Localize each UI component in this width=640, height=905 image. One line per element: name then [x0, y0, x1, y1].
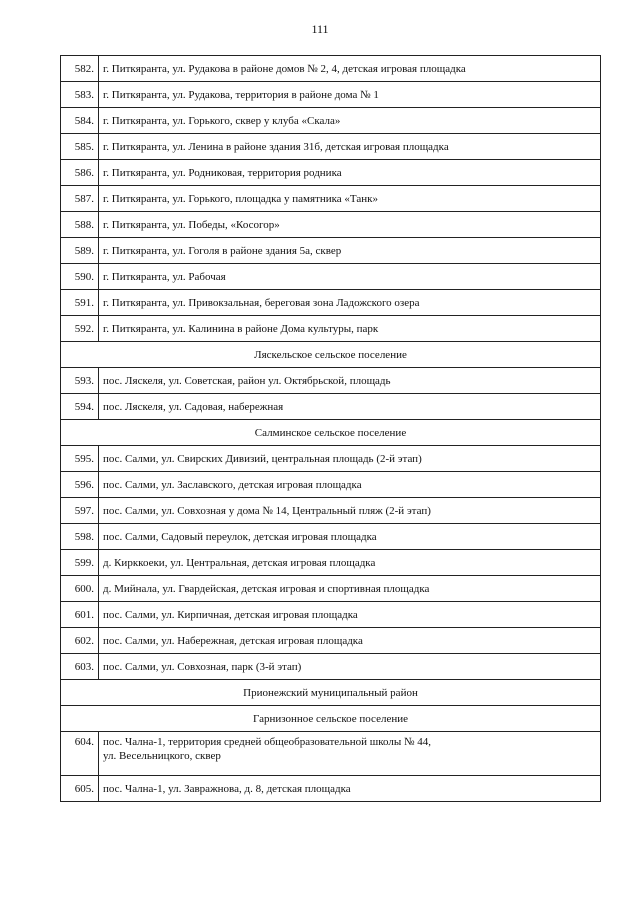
row-address: пос. Салми, ул. Совхозная, парк (3-й этап): [99, 654, 601, 680]
row-number: 597.: [61, 498, 99, 524]
row-address: пос. Чална-1, ул. Завражнова, д. 8, детская площадка: [99, 776, 601, 802]
table-row: [61, 628, 601, 654]
section-header-row: [61, 706, 601, 732]
table-row: [61, 160, 601, 186]
row-number: 604.: [61, 732, 99, 776]
table-row: [61, 602, 601, 628]
table-row: [61, 472, 601, 498]
row-number: 584.: [61, 108, 99, 134]
row-number: 605.: [61, 776, 99, 802]
row-address: г. Питкяранта, ул. Горького, площадка у памятника «Танк»: [99, 186, 601, 212]
table-row: [61, 576, 601, 602]
row-number: 591.: [61, 290, 99, 316]
row-address: г. Питкяранта, ул. Рудакова в районе домов № 2, 4, детская игровая площадка: [99, 56, 601, 82]
table-row: [61, 654, 601, 680]
table-row: [61, 776, 601, 802]
section-header-row: [61, 680, 601, 706]
table-row: [61, 368, 601, 394]
row-address-line-2: ул. Весельницкого, сквер: [103, 750, 221, 762]
row-number: 602.: [61, 628, 99, 654]
row-address: г. Питкяранта, ул. Калинина в районе Дома культуры, парк: [99, 316, 601, 342]
row-number: 586.: [61, 160, 99, 186]
table-row: [61, 732, 601, 776]
page-number: 111: [311, 22, 329, 36]
row-address: пос. Салми, Садовый переулок, детская игровая площадка: [99, 524, 601, 550]
table-row: [61, 82, 601, 108]
row-number: 593.: [61, 368, 99, 394]
table-row: [61, 524, 601, 550]
row-number: 590.: [61, 264, 99, 290]
table-row: [61, 238, 601, 264]
row-address: пос. Салми, ул. Набережная, детская игровая площадка: [99, 628, 601, 654]
row-address: пос. Салми, ул. Кирпичная, детская игровая площадка: [99, 602, 601, 628]
row-number: 600.: [61, 576, 99, 602]
row-address-line-1: пос. Чална-1, территория средней общеобразовательной школы № 44,: [103, 736, 431, 748]
row-number: 594.: [61, 394, 99, 420]
section-title: Ляскельское сельское поселение: [61, 342, 601, 368]
table-row: [61, 550, 601, 576]
row-address: г. Питкяранта, ул. Родниковая, территория родника: [99, 160, 601, 186]
table-row: [61, 264, 601, 290]
table-row: [61, 446, 601, 472]
table-row: [61, 316, 601, 342]
row-address: д. Кирккоеки, ул. Центральная, детская игровая площадка: [99, 550, 601, 576]
table-row: [61, 212, 601, 238]
row-address: пос. Салми, ул. Совхозная у дома № 14, Центральный пляж (2-й этап): [99, 498, 601, 524]
row-address: г. Питкяранта, ул. Рабочая: [99, 264, 601, 290]
row-number: 585.: [61, 134, 99, 160]
row-address: [99, 732, 601, 776]
table-row: [61, 56, 601, 82]
row-address: д. Мийнала, ул. Гвардейская, детская игровая и спортивная площадка: [99, 576, 601, 602]
row-address: пос. Салми, ул. Свирских Дивизий, центральная площадь (2-й этап): [99, 446, 601, 472]
table-row: [61, 290, 601, 316]
row-address: пос. Ляскеля, ул. Советская, район ул. Октябрьской, площадь: [99, 368, 601, 394]
row-address: пос. Салми, ул. Заславского, детская игровая площадка: [99, 472, 601, 498]
registry-table: [60, 55, 601, 802]
table-row: [61, 134, 601, 160]
row-number: 603.: [61, 654, 99, 680]
row-number: 596.: [61, 472, 99, 498]
row-address: г. Питкяранта, ул. Ленина в районе здания 31б, детская игровая площадка: [99, 134, 601, 160]
row-number: 592.: [61, 316, 99, 342]
section-title: Гарнизонное сельское поселение: [61, 706, 601, 732]
table-row: [61, 108, 601, 134]
row-number: 582.: [61, 56, 99, 82]
row-address: г. Питкяранта, ул. Рудакова, территория в районе дома № 1: [99, 82, 601, 108]
table-row: [61, 498, 601, 524]
row-address: г. Питкяранта, ул. Привокзальная, береговая зона Ладожского озера: [99, 290, 601, 316]
row-number: 587.: [61, 186, 99, 212]
section-title: Салминское сельское поселение: [61, 420, 601, 446]
row-address: г. Питкяранта, ул. Победы, «Косогор»: [99, 212, 601, 238]
row-number: 583.: [61, 82, 99, 108]
section-title: Прионежский муниципальный район: [61, 680, 601, 706]
table-row: [61, 186, 601, 212]
row-address: пос. Ляскеля, ул. Садовая, набережная: [99, 394, 601, 420]
row-number: 598.: [61, 524, 99, 550]
row-number: 588.: [61, 212, 99, 238]
section-header-row: [61, 420, 601, 446]
row-number: 599.: [61, 550, 99, 576]
row-number: 589.: [61, 238, 99, 264]
row-address: г. Питкяранта, ул. Гоголя в районе здания 5а, сквер: [99, 238, 601, 264]
row-number: 601.: [61, 602, 99, 628]
row-number: 595.: [61, 446, 99, 472]
table-row: [61, 394, 601, 420]
section-header-row: [61, 342, 601, 368]
row-address: г. Питкяранта, ул. Горького, сквер у клуба «Скала»: [99, 108, 601, 134]
